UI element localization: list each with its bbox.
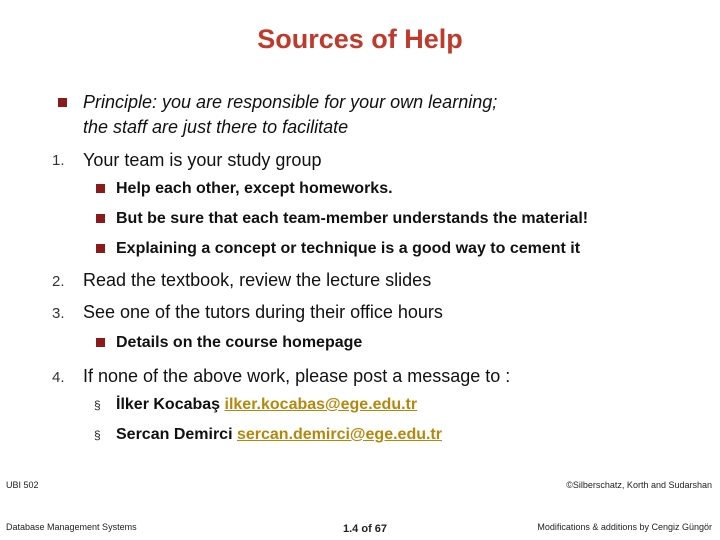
list-item: See one of the tutors during their office hours — [83, 302, 443, 322]
item-number: 2. — [52, 273, 65, 290]
footer-copyright: ©Silberschatz, Korth and Sudarshan — [566, 480, 712, 490]
slide-title: Sources of Help — [257, 24, 463, 54]
list-item: Read the textbook, review the lecture slides — [83, 270, 432, 290]
list-item: If none of the above work, please post a message to : — [83, 366, 511, 386]
sub-list-item: Details on the course homepage — [116, 334, 363, 351]
square-bullet-icon — [96, 214, 105, 223]
page-number: 1.4 of 67 — [343, 523, 388, 535]
email-link[interactable]: sercan.demirci@ege.edu.tr — [236, 426, 442, 443]
diamond-bullet-icon: § — [94, 398, 101, 412]
principle-line-2: the staff are just there to facilitate — [83, 117, 349, 137]
item-number: 1. — [52, 152, 65, 169]
sub-list-item: But be sure that each team-member understands the material! — [116, 210, 589, 227]
item-number: 3. — [52, 305, 65, 322]
diamond-bullet-icon: § — [94, 428, 101, 442]
square-bullet-icon — [96, 184, 105, 193]
contact-line — [116, 426, 442, 444]
contact-name: İlker Kocabaş — [116, 396, 221, 413]
contact-name: Sercan Demirci — [116, 426, 233, 443]
sub-list-item: Help each other, except homeworks. — [116, 180, 393, 197]
square-bullet-icon — [96, 338, 105, 347]
sub-list-item: Explaining a concept or technique is a good way to cement it — [116, 240, 581, 257]
footer-course-name: Database Management Systems — [6, 522, 137, 532]
contact-line — [116, 396, 417, 414]
footer-modifications: Modifications & additions by Cengiz Güngör — [537, 522, 712, 532]
list-item: Your team is your study group — [83, 150, 322, 170]
footer-course-code: UBI 502 — [6, 480, 39, 490]
principle-line-1: Principle: you are responsible for your own learning; — [83, 92, 498, 112]
square-bullet-icon — [58, 98, 67, 107]
email-link[interactable]: ilker.kocabas@ege.edu.tr — [224, 396, 418, 413]
item-number: 4. — [52, 369, 65, 386]
square-bullet-icon — [96, 244, 105, 253]
